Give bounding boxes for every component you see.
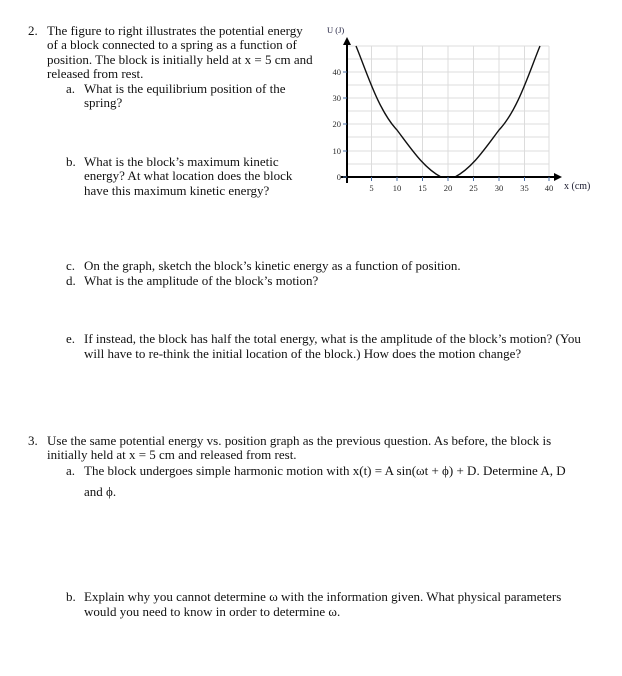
question-stem-line: initially held at x = 5 cm and released from rest.: [47, 447, 297, 462]
part-text-line: What is the amplitude of the block’s motion?: [84, 273, 319, 288]
part-label: b.: [66, 154, 76, 169]
question-stem-line: released from rest.: [47, 66, 144, 81]
part-label: e.: [66, 331, 76, 346]
y-tick-label: 10: [332, 146, 341, 156]
question-stem-line: position. The block is initially held at x = 5 cm and: [47, 52, 313, 67]
y-tick-label: 40: [332, 67, 341, 77]
question-stem-line: Use the same potential energy vs. position graph as the previous question. As before, the block is: [47, 433, 552, 448]
x-tick-labels: [369, 183, 553, 193]
x-tick-label: 10: [392, 183, 402, 193]
question-stem-line: of a block connected to a spring as a function of: [47, 37, 297, 52]
y-axis-label: U (J): [327, 25, 345, 35]
part-label: b.: [66, 589, 76, 604]
x-tick-label: 35: [520, 183, 529, 193]
part-text-line: If instead, the block has half the total energy, what is the amplitude of the block’s motion? (You: [84, 331, 581, 346]
y-tick-label: 20: [332, 119, 341, 129]
part-text-line: and ϕ.: [84, 484, 117, 499]
x-tick-label: 20: [443, 183, 453, 193]
y-tick-label: 0: [336, 172, 341, 182]
part-text-line: What is the equilibrium position of the: [84, 81, 286, 96]
x-axis-arrow-icon: [554, 173, 562, 181]
x-tick-label: 5: [369, 183, 374, 193]
y-axis-arrow-icon: [343, 37, 351, 45]
question-stem-line: The figure to right illustrates the potential energy: [47, 23, 303, 38]
part-text-line: spring?: [84, 95, 123, 110]
question-number: 2.: [28, 23, 38, 38]
chart-grid: [347, 46, 549, 177]
part-text-line: What is the block’s maximum kinetic: [84, 154, 279, 169]
x-tick-label: 15: [418, 183, 427, 193]
part-text-line: will have to re-think the initial location of the block.) How does the motion change?: [84, 346, 522, 361]
part-label: c.: [66, 258, 76, 273]
part-text-line: Explain why you cannot determine ω with the information given. What physical parameters: [84, 589, 562, 604]
part-text-line: would you need to know in order to determine ω.: [84, 604, 341, 619]
x-tick-label: 40: [544, 183, 554, 193]
x-tick-label: 25: [469, 183, 478, 193]
potential-energy-chart: [0, 0, 622, 210]
part-text-line: On the graph, sketch the block’s kinetic energy as a function of position.: [84, 258, 461, 273]
part-text-line: The block undergoes simple harmonic motion with x(t) = A sin(ωt + ϕ) + D. Determine A, D: [84, 463, 566, 478]
y-tick-label: 30: [332, 93, 341, 103]
part-label: d.: [66, 273, 76, 288]
x-axis-label: x (cm): [564, 181, 591, 192]
part-label: a.: [66, 463, 76, 478]
part-text-line: have this maximum kinetic energy?: [84, 183, 270, 198]
question-number: 3.: [28, 433, 38, 448]
part-label: a.: [66, 81, 76, 96]
y-tick-labels: [333, 67, 342, 182]
x-tick-label: 30: [494, 183, 504, 193]
part-text-line: energy? At what location does the block: [84, 168, 293, 183]
